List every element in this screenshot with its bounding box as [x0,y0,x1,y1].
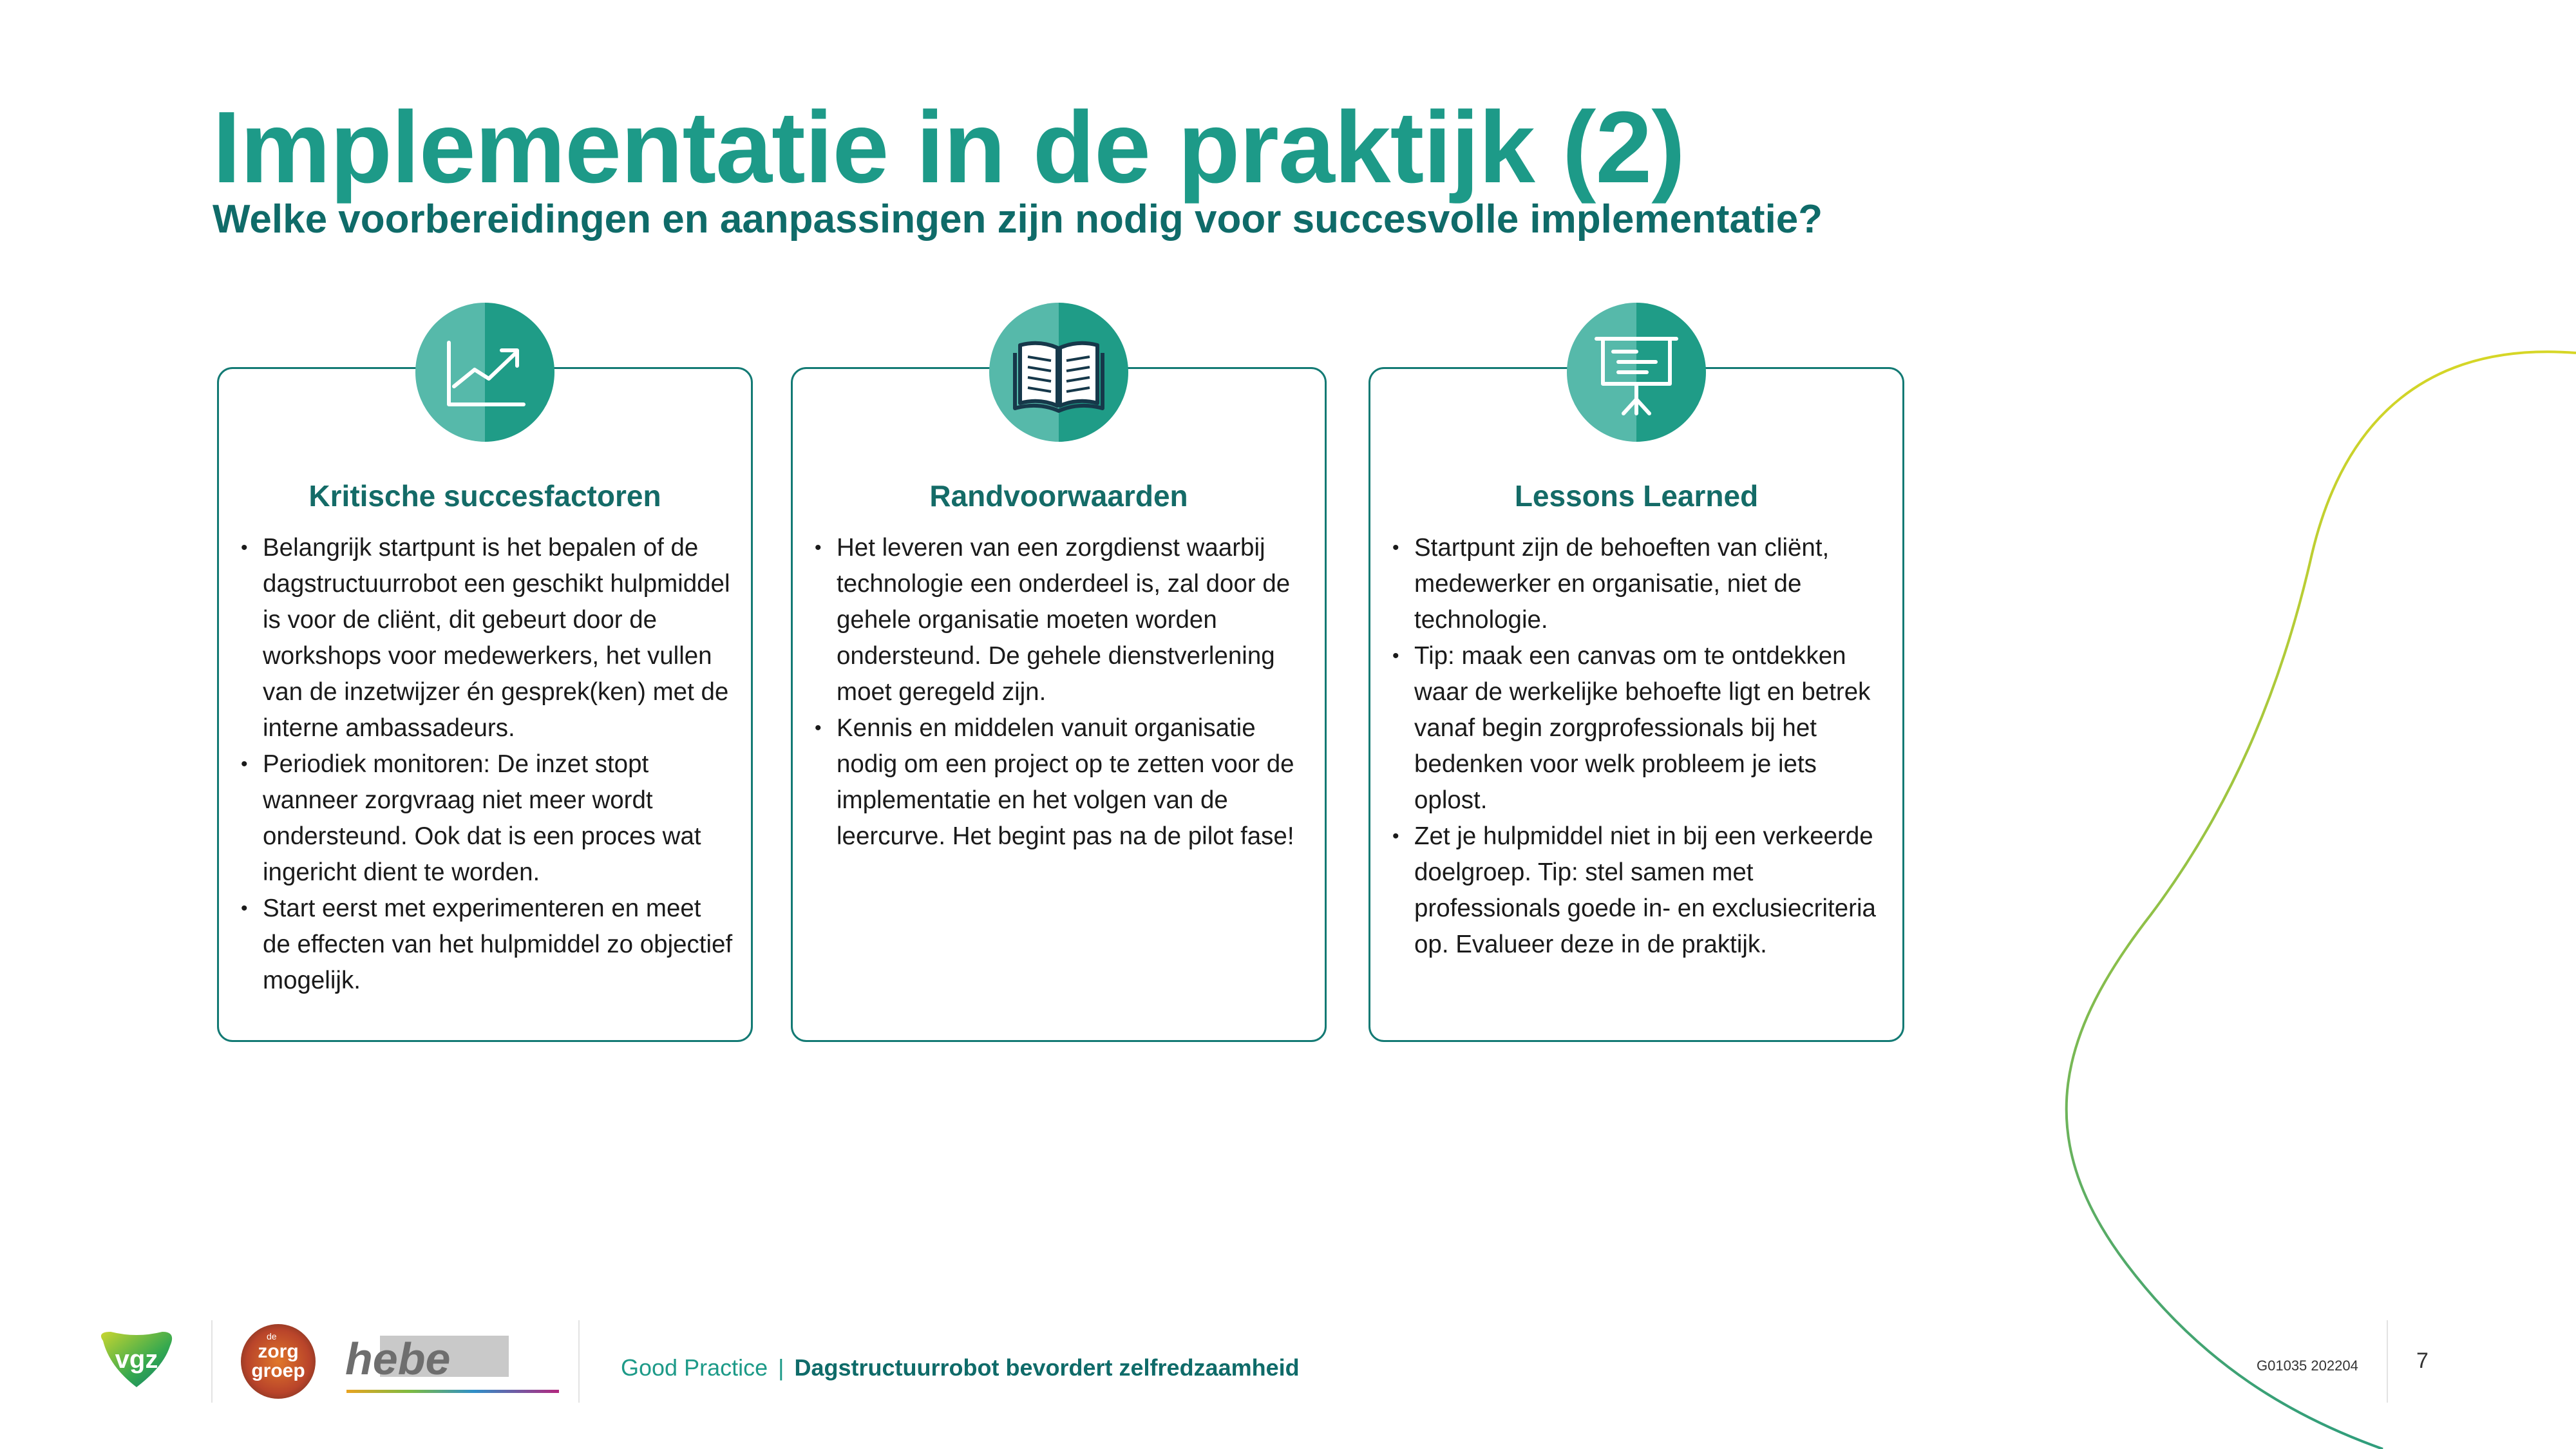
footer-label [621,1354,1300,1381]
card-title: Randvoorwaarden [929,479,1188,513]
list-item: • Het leveren van een zorgdienst waarbij technologie een onderdeel is, zal door de gehele organisatie moeten worden ondersteund. De gehele dienstverlening moet geregeld zijn. [815,530,1308,710]
page-number: 7 [2416,1349,2429,1373]
svg-text:zorg: zorg [258,1341,299,1362]
footer-separator: | [778,1354,784,1381]
list-item: • Startpunt zijn de behoeften van cliënt, medewerker en organisatie, niet de technologie. [1392,530,1886,638]
svg-text:de: de [267,1331,277,1341]
footer-divider [2387,1320,2388,1403]
chart-trend-icon [415,303,554,442]
card-title: Kritische succesfactoren [308,479,661,513]
bullet-list [1392,530,1886,963]
list-item: • Tip: maak een canvas om te ontdekken waar de werkelijke behoefte ligt en betrek vanaf begin zorgprofessionals bij het bedenken voor welk probleem je iets oplost. [1392,638,1886,819]
bullet-list [815,530,1308,855]
svg-text:groep: groep [251,1360,305,1381]
svg-text:vgz: vgz [115,1345,158,1374]
document-code: G01035 202204 [2257,1358,2358,1374]
hebe-logo [341,1332,560,1399]
list-item: • Start eerst met experimenteren en meet de effecten van het hulpmiddel zo objectief mogelijk. [241,891,734,999]
list-item: • Periodiek monitoren: De inzet stopt wanneer zorgvraag niet meer wordt ondersteund. Ook dat is een proces wat ingericht dient te worden. [241,746,734,891]
book-icon [989,303,1128,442]
footer-topic: Dagstructuurrobot bevordert zelfredzaamheid [794,1354,1300,1381]
list-item: • Zet je hulpmiddel niet in bij een verkeerde doelgroep. Tip: stel samen met professionals goede in- en exclusiecriteria op. Evalueer deze in de praktijk. [1392,819,1886,963]
card-kritische-succesfactoren [217,367,753,1042]
slide-subtitle: Welke voorbereidingen en aanpassingen zijn nodig voor succesvolle implementatie? [213,197,1823,242]
zorggroep-logo [237,1320,319,1403]
list-item: • Kennis en middelen vanuit organisatie nodig om een project op te zetten voor de implementatie en het volgen van de leercurve. Het begint pas na de pilot fase! [815,710,1308,855]
svg-text:hebe: hebe [345,1334,451,1384]
card-title: Lessons Learned [1514,479,1759,513]
bullet-list [241,530,734,999]
presentation-board-icon [1567,303,1706,442]
footer-divider [578,1320,580,1403]
footer-category: Good Practice [621,1354,768,1381]
card-randvoorwaarden [791,367,1327,1042]
vgz-logo [97,1328,176,1390]
list-item: • Belangrijk startpunt is het bepalen of de dagstructuurrobot een geschikt hulpmiddel is voor de cliënt, dit gebeurt door de workshops voor medewerkers, het vullen van de inzetwijzer én gesprek(ken) met de interne ambassadeurs. [241,530,734,746]
slide-title: Implementatie in de praktijk (2) [213,91,1685,204]
card-lessons-learned [1368,367,1904,1042]
footer-divider [211,1320,213,1403]
